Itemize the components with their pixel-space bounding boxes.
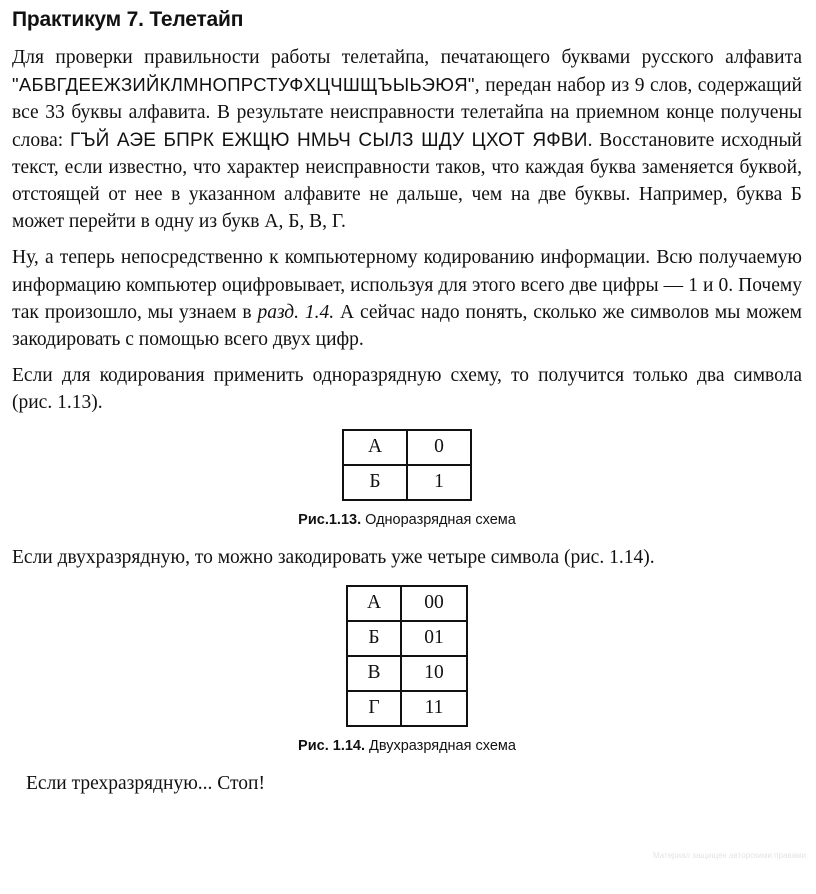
code-cell: 01 [401, 621, 467, 656]
page [12, 6, 802, 797]
table-row [347, 691, 467, 726]
task-lead-text: Для проверки правильности работы телетайпа, печатающего буквами русского алфавита [12, 47, 802, 68]
figure-1-13 [12, 429, 802, 530]
paragraph-teletype-task [12, 44, 802, 235]
figure-caption [298, 736, 516, 756]
table-row [343, 430, 471, 465]
one-bit-code-table [342, 429, 472, 501]
symbol-cell: Г [347, 691, 401, 726]
two-bit-code-table [346, 585, 468, 727]
table-row [347, 586, 467, 621]
caption-text: Двухразрядная схема [369, 737, 516, 754]
code-cell: 11 [401, 691, 467, 726]
code-cell: 1 [407, 465, 471, 500]
figure-caption [298, 510, 516, 530]
task-tail-text: . Восстановите исходный текст, если известно, что характер неисправности таков, что каждая буква заменяется буквой, отстоящей от нее в указанном алфавите не дальше, чем на две буквы. Например, буква Б может перейти в одну из букв А, Б, В, Г. [12, 129, 802, 233]
symbol-cell: А [347, 586, 401, 621]
paragraph-binary-intro [12, 244, 802, 353]
binary-intro-lead: Ну, а теперь непосредственно к компьютерному кодированию информации. Всю получаемую информацию компьютер оцифровывает, используя для этого всего две цифры — 1 и 0. Почему так произошло, мы узнаем в [12, 247, 802, 323]
symbol-cell: Б [343, 465, 407, 500]
section-reference: разд. 1.4. [257, 301, 335, 323]
code-cell: 00 [401, 586, 467, 621]
paragraph-three-bit: Если трехразрядную... Стоп! [26, 772, 265, 794]
symbol-cell: А [343, 430, 407, 465]
alphabet-string: "АБВГДЕЕЖЗИЙКЛМНОПРСТУФХЦЧШЩЪЫЬЭЮЯ" [12, 74, 475, 96]
figure-1-14 [12, 585, 802, 756]
paragraph-one-bit: Если для кодирования применить одноразрядную схему, то получится только два символа (рис. 1.13). [12, 365, 802, 414]
table-row [343, 465, 471, 500]
table-row [347, 621, 467, 656]
watermark: Материал защищен авторскими правами [652, 851, 806, 860]
code-cell: 10 [401, 656, 467, 691]
section-heading: Практикум 7. Телетайп [12, 8, 244, 31]
caption-text: Одноразрядная схема [365, 511, 516, 528]
table-row [347, 656, 467, 691]
caption-number: Рис. 1.14. [298, 737, 366, 754]
code-cell: 0 [407, 430, 471, 465]
paragraph-two-bit: Если двухразрядную, то можно закодировать уже четыре символа (рис. 1.14). [12, 546, 655, 568]
binary-intro-tail: А сейчас надо понять, сколько же символов мы можем закодировать с помощью всего двух цифр. [12, 301, 802, 351]
task-mid-text: , передан набор из 9 слов, содержащий все 33 буквы алфавита. В результате неисправности телетайпа на приемном конце получены слова: [12, 75, 802, 151]
caption-number: Рис.1.13. [298, 511, 362, 528]
symbol-cell: Б [347, 621, 401, 656]
symbol-cell: В [347, 656, 401, 691]
received-words: ГЪЙ АЭЕ БПРК ЕЖЩЮ НМЬЧ СЫЛЗ ШДУ ЦХОТ ЯФВИ [69, 129, 588, 151]
